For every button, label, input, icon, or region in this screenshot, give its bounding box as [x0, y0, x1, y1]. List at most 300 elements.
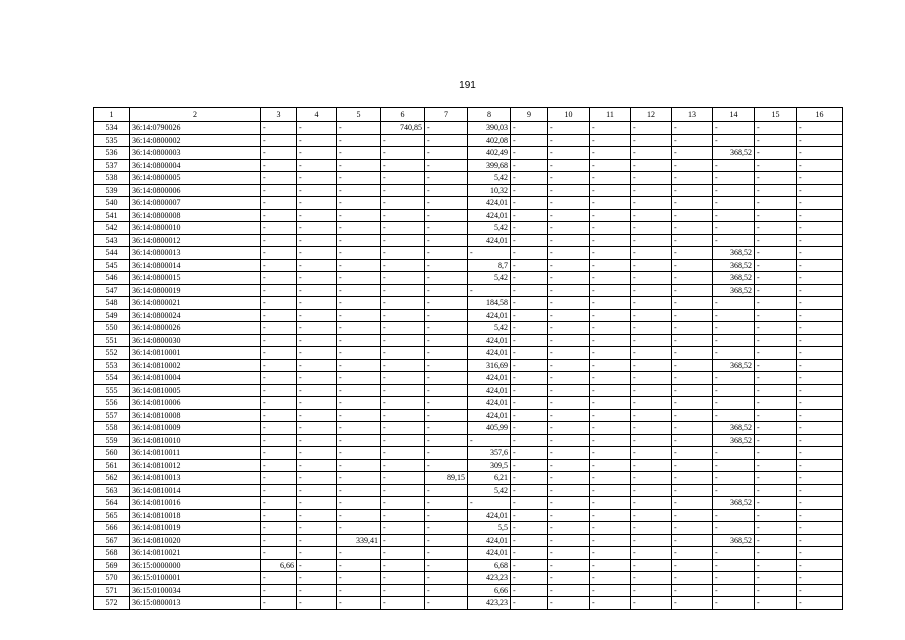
table-cell-col14: -: [713, 197, 755, 210]
table-cell-col14: -: [713, 397, 755, 410]
table-cell-col7: -: [425, 334, 468, 347]
table-cell-col12: -: [631, 222, 672, 235]
table-cell-col2: 36:14:0810012: [130, 459, 261, 472]
table-cell-col10: -: [548, 422, 590, 435]
table-cell-col15: -: [755, 459, 797, 472]
table-cell-col8: 357,6: [468, 447, 511, 460]
table-cell-col1: 560: [94, 447, 130, 460]
table-cell-col10: -: [548, 509, 590, 522]
table-cell-col5: -: [337, 172, 381, 185]
table-row: [94, 184, 843, 197]
table-cell-col13: -: [672, 572, 713, 585]
table-cell-col13: -: [672, 122, 713, 135]
table-cell-col15: -: [755, 472, 797, 485]
table-cell-col8: 5,42: [468, 172, 511, 185]
table-cell-col8: 424,01: [468, 397, 511, 410]
table-cell-col9: -: [511, 322, 548, 335]
table-cell-col7: -: [425, 184, 468, 197]
table-cell-col15: -: [755, 497, 797, 510]
table-cell-col2: 36:14:0800014: [130, 259, 261, 272]
table-cell-col10: -: [548, 222, 590, 235]
table-cell-col10: -: [548, 547, 590, 560]
table-cell-col10: -: [548, 247, 590, 260]
table-cell-col3: -: [261, 259, 297, 272]
table-cell-col9: -: [511, 297, 548, 310]
table-cell-col3: -: [261, 222, 297, 235]
table-cell-col13: -: [672, 247, 713, 260]
table-cell-col1: 552: [94, 347, 130, 360]
table-cell-col12: -: [631, 372, 672, 385]
table-cell-col4: -: [297, 197, 337, 210]
table-cell-col10: -: [548, 372, 590, 385]
table-cell-col14: -: [713, 222, 755, 235]
table-cell-col2: 36:14:0800026: [130, 322, 261, 335]
table-cell-col15: -: [755, 172, 797, 185]
table-cell-col16: -: [797, 434, 843, 447]
table-cell-col2: 36:14:0810004: [130, 372, 261, 385]
table-cell-col5: -: [337, 122, 381, 135]
table-cell-col1: 572: [94, 597, 130, 610]
table-cell-col12: -: [631, 147, 672, 160]
table-cell-col4: -: [297, 472, 337, 485]
table-cell-col5: -: [337, 147, 381, 160]
table-cell-col5: -: [337, 472, 381, 485]
table-cell-col11: -: [590, 197, 631, 210]
table-cell-col13: -: [672, 159, 713, 172]
table-cell-col15: -: [755, 147, 797, 160]
table-cell-col5: -: [337, 284, 381, 297]
table-cell-col11: -: [590, 459, 631, 472]
table-cell-col9: -: [511, 159, 548, 172]
table-row: [94, 559, 843, 572]
table-cell-col4: -: [297, 222, 337, 235]
table-cell-col8: 316,69: [468, 359, 511, 372]
table-cell-col1: 561: [94, 459, 130, 472]
table-cell-col11: -: [590, 422, 631, 435]
table-cell-col8: -: [468, 284, 511, 297]
table-cell-col9: -: [511, 134, 548, 147]
table-cell-col10: -: [548, 459, 590, 472]
table-cell-col11: -: [590, 209, 631, 222]
table-cell-col4: -: [297, 559, 337, 572]
table-cell-col7: -: [425, 597, 468, 610]
table-cell-col15: -: [755, 584, 797, 597]
table-cell-col11: -: [590, 472, 631, 485]
table-cell-col12: -: [631, 322, 672, 335]
table-cell-col1: 565: [94, 509, 130, 522]
table-cell-col13: -: [672, 472, 713, 485]
table-cell-col10: -: [548, 472, 590, 485]
table-cell-col6: -: [381, 584, 425, 597]
table-cell-col1: 544: [94, 247, 130, 260]
table-cell-col7: -: [425, 172, 468, 185]
table-cell-col5: -: [337, 297, 381, 310]
table-cell-col7: -: [425, 197, 468, 210]
table-cell-col15: -: [755, 159, 797, 172]
table-cell-col15: -: [755, 297, 797, 310]
table-cell-col3: -: [261, 547, 297, 560]
table-cell-col3: -: [261, 134, 297, 147]
table-cell-col7: -: [425, 509, 468, 522]
table-cell-col15: -: [755, 247, 797, 260]
table-cell-col11: -: [590, 584, 631, 597]
table-cell-col14: -: [713, 384, 755, 397]
table-cell-col15: -: [755, 559, 797, 572]
table-row: [94, 359, 843, 372]
table-cell-col2: 36:14:0800005: [130, 172, 261, 185]
table-cell-col10: -: [548, 234, 590, 247]
table-cell-col6: -: [381, 159, 425, 172]
table-cell-col12: -: [631, 447, 672, 460]
table-cell-col14: -: [713, 122, 755, 135]
table-cell-col4: -: [297, 409, 337, 422]
table-cell-col6: -: [381, 434, 425, 447]
table-cell-col6: -: [381, 472, 425, 485]
table-cell-col5: -: [337, 559, 381, 572]
page-number: 191: [459, 80, 476, 91]
table-row: [94, 472, 843, 485]
table-row: [94, 534, 843, 547]
table-cell-col9: -: [511, 497, 548, 510]
table-cell-col2: 36:14:0800021: [130, 297, 261, 310]
table-cell-col16: -: [797, 459, 843, 472]
table-cell-col12: -: [631, 184, 672, 197]
table-cell-col13: -: [672, 559, 713, 572]
table-cell-col10: -: [548, 384, 590, 397]
table-cell-col6: -: [381, 209, 425, 222]
table-cell-col12: -: [631, 472, 672, 485]
table-cell-col14: -: [713, 372, 755, 385]
table-cell-col3: -: [261, 322, 297, 335]
table-cell-col6: -: [381, 359, 425, 372]
table-cell-col15: -: [755, 509, 797, 522]
table-cell-col1: 567: [94, 534, 130, 547]
table-cell-col15: -: [755, 534, 797, 547]
table-cell-col12: -: [631, 384, 672, 397]
table-cell-col7: -: [425, 372, 468, 385]
table-cell-col13: -: [672, 397, 713, 410]
table-cell-col4: -: [297, 384, 337, 397]
table-row: [94, 422, 843, 435]
table-cell-col14: -: [713, 584, 755, 597]
table-cell-col16: -: [797, 147, 843, 160]
table-cell-col13: -: [672, 409, 713, 422]
table-cell-col6: -: [381, 409, 425, 422]
table-cell-col10: -: [548, 159, 590, 172]
table-cell-col15: -: [755, 209, 797, 222]
table-cell-col5: -: [337, 322, 381, 335]
table-cell-col9: -: [511, 272, 548, 285]
table-cell-col4: -: [297, 497, 337, 510]
table-cell-col9: -: [511, 522, 548, 535]
table-cell-col13: -: [672, 434, 713, 447]
table-cell-col11: -: [590, 409, 631, 422]
table-cell-col4: -: [297, 272, 337, 285]
table-cell-col11: -: [590, 247, 631, 260]
table-cell-col11: -: [590, 522, 631, 535]
table-cell-col5: -: [337, 422, 381, 435]
table-cell-col11: -: [590, 322, 631, 335]
table-cell-col14: -: [713, 334, 755, 347]
table-cell-col1: 556: [94, 397, 130, 410]
table-cell-col10: -: [548, 134, 590, 147]
table-cell-col5: -: [337, 259, 381, 272]
table-cell-col14: -: [713, 447, 755, 460]
table-cell-col16: -: [797, 422, 843, 435]
table-cell-col1: 563: [94, 484, 130, 497]
table-cell-col8: 424,01: [468, 547, 511, 560]
table-cell-col7: -: [425, 284, 468, 297]
table-cell-col7: -: [425, 384, 468, 397]
table-cell-col8: 5,42: [468, 484, 511, 497]
table-cell-col6: -: [381, 559, 425, 572]
table-cell-col11: -: [590, 159, 631, 172]
table-cell-col8: 309,5: [468, 459, 511, 472]
table-cell-col5: -: [337, 309, 381, 322]
table-cell-col12: -: [631, 547, 672, 560]
table-cell-col9: -: [511, 197, 548, 210]
table-cell-col5: -: [337, 547, 381, 560]
table-cell-col3: -: [261, 409, 297, 422]
table-row: [94, 309, 843, 322]
table-cell-col10: -: [548, 359, 590, 372]
table-cell-col2: 36:14:0800010: [130, 222, 261, 235]
table-cell-col13: -: [672, 147, 713, 160]
table-cell-col16: -: [797, 384, 843, 397]
table-cell-col12: -: [631, 297, 672, 310]
table-cell-col3: -: [261, 384, 297, 397]
table-cell-col2: 36:14:0800007: [130, 197, 261, 210]
table-cell-col11: -: [590, 259, 631, 272]
table-cell-col8: 424,01: [468, 209, 511, 222]
table-cell-col13: -: [672, 447, 713, 460]
table-cell-col11: -: [590, 272, 631, 285]
table-cell-col2: 36:14:0800004: [130, 159, 261, 172]
table-cell-col7: -: [425, 134, 468, 147]
column-header-11: 11: [590, 108, 631, 122]
column-header-3: 3: [261, 108, 297, 122]
table-cell-col4: -: [297, 134, 337, 147]
table-cell-col3: -: [261, 484, 297, 497]
table-cell-col14: -: [713, 159, 755, 172]
table-cell-col7: -: [425, 572, 468, 585]
table-cell-col13: -: [672, 172, 713, 185]
table-cell-col15: -: [755, 372, 797, 385]
table-cell-col10: -: [548, 122, 590, 135]
table-cell-col8: 402,49: [468, 147, 511, 160]
table-cell-col6: -: [381, 459, 425, 472]
table-cell-col14: -: [713, 597, 755, 610]
table-cell-col11: -: [590, 122, 631, 135]
table-cell-col3: 6,66: [261, 559, 297, 572]
table-row: [94, 322, 843, 335]
column-header-9: 9: [511, 108, 548, 122]
table-cell-col7: -: [425, 409, 468, 422]
table-cell-col12: -: [631, 309, 672, 322]
table-cell-col8: -: [468, 497, 511, 510]
table-cell-col11: -: [590, 297, 631, 310]
table-row: [94, 147, 843, 160]
table-cell-col5: -: [337, 584, 381, 597]
table-cell-col10: -: [548, 259, 590, 272]
table-cell-col9: -: [511, 334, 548, 347]
table-cell-col2: 36:14:0810001: [130, 347, 261, 360]
table-cell-col5: -: [337, 522, 381, 535]
table-cell-col2: 36:14:0800003: [130, 147, 261, 160]
table-cell-col7: -: [425, 159, 468, 172]
table-cell-col1: 539: [94, 184, 130, 197]
table-cell-col15: -: [755, 384, 797, 397]
table-cell-col13: -: [672, 509, 713, 522]
table-cell-col11: -: [590, 447, 631, 460]
table-cell-col12: -: [631, 159, 672, 172]
table-cell-col13: -: [672, 284, 713, 297]
table-cell-col4: -: [297, 434, 337, 447]
table-cell-col7: -: [425, 534, 468, 547]
table-cell-col4: -: [297, 247, 337, 260]
table-cell-col3: -: [261, 172, 297, 185]
table-cell-col4: -: [297, 297, 337, 310]
table-cell-col4: -: [297, 172, 337, 185]
table-cell-col9: -: [511, 534, 548, 547]
table-cell-col13: -: [672, 372, 713, 385]
table-cell-col6: -: [381, 597, 425, 610]
table-cell-col16: -: [797, 234, 843, 247]
table-cell-col2: 36:15:0100034: [130, 584, 261, 597]
table-cell-col6: -: [381, 334, 425, 347]
table-row: [94, 522, 843, 535]
table-cell-col5: -: [337, 509, 381, 522]
table-cell-col16: -: [797, 172, 843, 185]
table-cell-col12: -: [631, 509, 672, 522]
column-header-7: 7: [425, 108, 468, 122]
table-cell-col13: -: [672, 297, 713, 310]
table-cell-col14: -: [713, 309, 755, 322]
table-cell-col13: -: [672, 222, 713, 235]
table-cell-col9: -: [511, 259, 548, 272]
table-cell-col8: 424,01: [468, 409, 511, 422]
table-cell-col16: -: [797, 359, 843, 372]
table-cell-col3: -: [261, 234, 297, 247]
table-cell-col7: -: [425, 297, 468, 310]
table-cell-col3: -: [261, 434, 297, 447]
table-cell-col12: -: [631, 422, 672, 435]
table-cell-col12: -: [631, 247, 672, 260]
table-cell-col12: -: [631, 434, 672, 447]
table-cell-col6: -: [381, 534, 425, 547]
table-row: [94, 247, 843, 260]
table-cell-col9: -: [511, 484, 548, 497]
table-row: [94, 484, 843, 497]
table-cell-col9: -: [511, 359, 548, 372]
table-cell-col2: 36:14:0810019: [130, 522, 261, 535]
table-cell-col11: -: [590, 372, 631, 385]
table-cell-col9: -: [511, 459, 548, 472]
table-cell-col15: -: [755, 284, 797, 297]
table-cell-col16: -: [797, 559, 843, 572]
table-cell-col6: -: [381, 247, 425, 260]
table-cell-col2: 36:14:0810005: [130, 384, 261, 397]
table-cell-col7: -: [425, 309, 468, 322]
table-cell-col8: 5,5: [468, 522, 511, 535]
table-cell-col7: -: [425, 434, 468, 447]
table-cell-col5: -: [337, 222, 381, 235]
table-cell-col4: -: [297, 422, 337, 435]
table-cell-col9: -: [511, 547, 548, 560]
table-cell-col16: -: [797, 497, 843, 510]
table-cell-col13: -: [672, 334, 713, 347]
table-cell-col1: 564: [94, 497, 130, 510]
table-cell-col4: -: [297, 534, 337, 547]
table-cell-col10: -: [548, 572, 590, 585]
table-cell-col6: -: [381, 372, 425, 385]
table-cell-col10: -: [548, 597, 590, 610]
table-cell-col5: -: [337, 434, 381, 447]
table-cell-col11: -: [590, 434, 631, 447]
table-cell-col11: -: [590, 559, 631, 572]
table-cell-col2: 36:14:0810008: [130, 409, 261, 422]
table-cell-col9: -: [511, 422, 548, 435]
table-cell-col9: -: [511, 284, 548, 297]
table-cell-col6: -: [381, 147, 425, 160]
table-cell-col15: -: [755, 397, 797, 410]
table-cell-col8: 424,01: [468, 234, 511, 247]
table-cell-col1: 557: [94, 409, 130, 422]
table-cell-col2: 36:14:0810021: [130, 547, 261, 560]
table-cell-col13: -: [672, 422, 713, 435]
table-cell-col14: -: [713, 547, 755, 560]
table-cell-col5: -: [337, 384, 381, 397]
table-cell-col1: 554: [94, 372, 130, 385]
table-cell-col16: -: [797, 134, 843, 147]
table-cell-col10: -: [548, 522, 590, 535]
table-cell-col7: -: [425, 422, 468, 435]
table-cell-col12: -: [631, 559, 672, 572]
table-cell-col3: -: [261, 209, 297, 222]
table-cell-col13: -: [672, 272, 713, 285]
table-row: [94, 284, 843, 297]
table-cell-col3: -: [261, 359, 297, 372]
table-cell-col14: -: [713, 322, 755, 335]
table-cell-col3: -: [261, 497, 297, 510]
column-header-1: 1: [94, 108, 130, 122]
table-cell-col14: -: [713, 572, 755, 585]
table-cell-col1: 542: [94, 222, 130, 235]
table-cell-col13: -: [672, 184, 713, 197]
table-cell-col6: -: [381, 422, 425, 435]
table-cell-col6: -: [381, 309, 425, 322]
table-cell-col9: -: [511, 309, 548, 322]
table-cell-col9: -: [511, 222, 548, 235]
table-row: [94, 597, 843, 610]
table-cell-col15: -: [755, 184, 797, 197]
table-cell-col1: 540: [94, 197, 130, 210]
table-cell-col15: -: [755, 522, 797, 535]
table-cell-col12: -: [631, 284, 672, 297]
table-cell-col16: -: [797, 159, 843, 172]
table-cell-col16: -: [797, 547, 843, 560]
table-cell-col1: 545: [94, 259, 130, 272]
table-cell-col10: -: [548, 197, 590, 210]
table-cell-col16: -: [797, 447, 843, 460]
table-cell-col7: -: [425, 497, 468, 510]
column-header-13: 13: [672, 108, 713, 122]
table-cell-col16: -: [797, 597, 843, 610]
table-cell-col3: -: [261, 272, 297, 285]
table-cell-col6: -: [381, 522, 425, 535]
table-cell-col5: -: [337, 572, 381, 585]
table-row: [94, 547, 843, 560]
